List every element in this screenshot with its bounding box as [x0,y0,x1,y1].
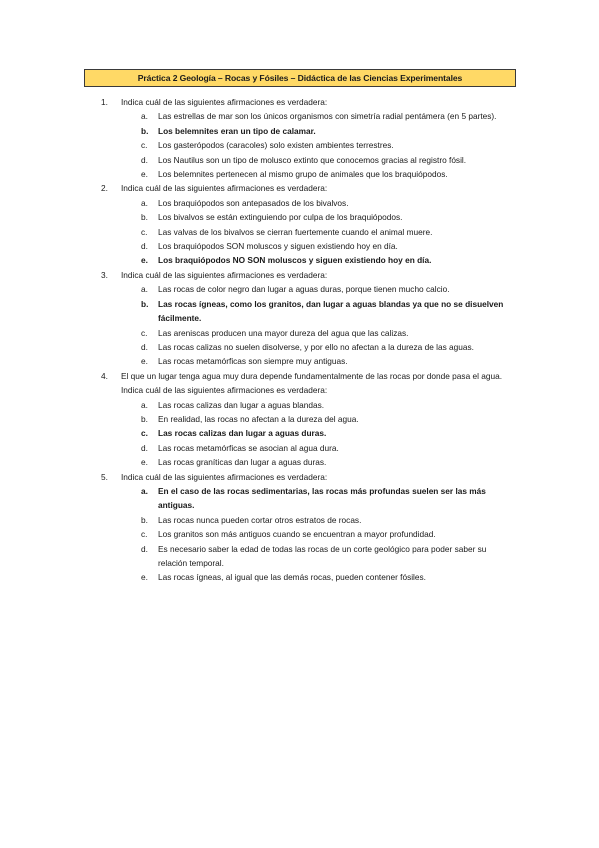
question-text: Indica cuál de las siguientes afirmaciones es verdadera: [121,183,328,194]
option-letter: e. [141,255,148,266]
option-item [0,398,599,412]
option-letter: c. [141,226,148,237]
option-item [0,340,599,354]
option-text: Las rocas ígneas, al igual que las demás rocas, pueden contener fósiles. [158,572,426,583]
option-letter: e. [141,169,148,180]
question-text: Indica cuál de las siguientes afirmaciones es verdadera: [121,471,328,482]
option-item [0,153,599,167]
option-item [0,239,599,253]
option-item [0,109,599,123]
option-text: Los Nautilus son un tipo de molusco extinto que conocemos gracias al registro fósil. [158,154,467,165]
question-number: 1. [101,97,108,107]
option-text: Las rocas ígneas, como los granitos, dan lugar a aguas blandas ya que no se disuelven fácilmente. [158,298,504,324]
option-letter: e. [141,356,148,367]
option-letter: a. [141,111,148,122]
option-letter: a. [141,399,148,410]
option-item [0,412,599,426]
option-item [0,196,599,210]
option-letter: a. [141,197,148,208]
option-text: Los gasterópodos (caracoles) solo existen ambientes terrestres. [158,140,394,151]
option-item [0,167,599,181]
option-item-correct [0,297,599,326]
option-letter: a. [141,485,148,496]
option-letter: a. [141,284,148,295]
option-item [0,570,599,584]
option-item-correct [0,484,599,513]
question-text: El que un lugar tenga agua muy dura depende fundamentalmente de las rocas por donde pasa el agua. Indica cuál de las siguientes afirmaciones es verdadera: [121,370,503,396]
option-item [0,354,599,368]
question-number: 5. [101,471,108,482]
option-item [0,542,599,571]
question-number: 4. [101,370,108,381]
option-item [0,441,599,455]
option-text: Los belemnites pertenecen al mismo grupo de animales que los braquiópodos. [158,169,448,180]
option-letter: d. [141,341,148,352]
question-1 [0,95,599,181]
option-text: En el caso de las rocas sedimentarias, las rocas más profundas suelen ser las más antiguas. [158,485,486,511]
option-text: Los braquiópodos SON moluscos y siguen existiendo hoy en día. [158,241,398,252]
question-2 [0,181,599,267]
option-text: Las estrellas de mar son los únicos organismos con simetría radial pentámera (en 5 partes). [158,111,497,122]
option-text: Las rocas calizas dan lugar a aguas blandas. [158,399,325,410]
option-letter: b. [141,298,149,309]
option-letter: c. [141,428,148,439]
option-letter: d. [141,154,148,165]
question-number: 3. [101,269,108,280]
option-letter: c. [141,529,148,540]
option-item [0,513,599,527]
option-item-correct [0,124,599,138]
question-5 [0,470,599,585]
option-item [0,527,599,541]
option-text: Las rocas graníticas dan lugar a aguas duras. [158,457,327,468]
option-letter: b. [141,212,148,223]
option-letter: c. [141,327,148,338]
document-title: Práctica 2 Geología – Rocas y Fósiles – Didáctica de las Ciencias Experimentales [84,69,516,87]
option-letter: b. [141,413,148,424]
option-text: Las rocas metamórficas son siempre muy antiguas. [158,356,348,367]
option-text: Los braquiópodos NO SON moluscos y siguen existiendo hoy en día. [158,255,432,266]
option-letter: e. [141,457,148,468]
option-item [0,138,599,152]
option-text: Los bivalvos se están extinguiendo por culpa de los braquiópodos. [158,212,403,223]
option-letter: e. [141,572,148,583]
question-text: Indica cuál de las siguientes afirmaciones es verdadera: [121,97,328,107]
option-text: Las rocas nunca pueden cortar otros estratos de rocas. [158,514,362,525]
option-text: En realidad, las rocas no afectan a la dureza del agua. [158,413,359,424]
option-text: Las valvas de los bivalvos se cierran fuertemente cuando el animal muere. [158,226,433,237]
option-item [0,210,599,224]
option-text: Las rocas calizas no suelen disolverse, y por ello no afectan a la dureza de las aguas. [158,341,474,352]
option-item-correct [0,426,599,440]
question-4 [0,369,599,470]
option-text: Los belemnites eran un tipo de calamar. [158,125,316,136]
option-letter: d. [141,442,148,453]
option-text: Las rocas de color negro dan lugar a aguas duras, porque tienen mucho calcio. [158,284,450,295]
option-letter: b. [141,125,149,136]
option-text: Los braquiópodos son antepasados de los bivalvos. [158,197,349,208]
option-letter: d. [141,543,148,554]
option-letter: b. [141,514,148,525]
option-letter: c. [141,140,148,151]
option-item [0,455,599,469]
option-text: Las rocas calizas dan lugar a aguas duras. [158,428,327,439]
option-item [0,282,599,296]
option-letter: d. [141,241,148,252]
option-text: Las areniscas producen una mayor dureza del agua que las calizas. [158,327,409,338]
option-item-correct [0,253,599,267]
question-number: 2. [101,183,108,194]
option-text: Es necesario saber la edad de todas las rocas de un corte geológico para poder saber su relación temporal. [158,543,487,568]
option-item [0,225,599,239]
option-item [0,326,599,340]
option-text: Los granitos son más antiguos cuando se encuentran a mayor profundidad. [158,529,436,540]
question-list [0,95,599,585]
question-3 [0,268,599,369]
option-text: Las rocas metamórficas se asocian al agua dura. [158,442,339,453]
question-text: Indica cuál de las siguientes afirmaciones es verdadera: [121,269,328,280]
